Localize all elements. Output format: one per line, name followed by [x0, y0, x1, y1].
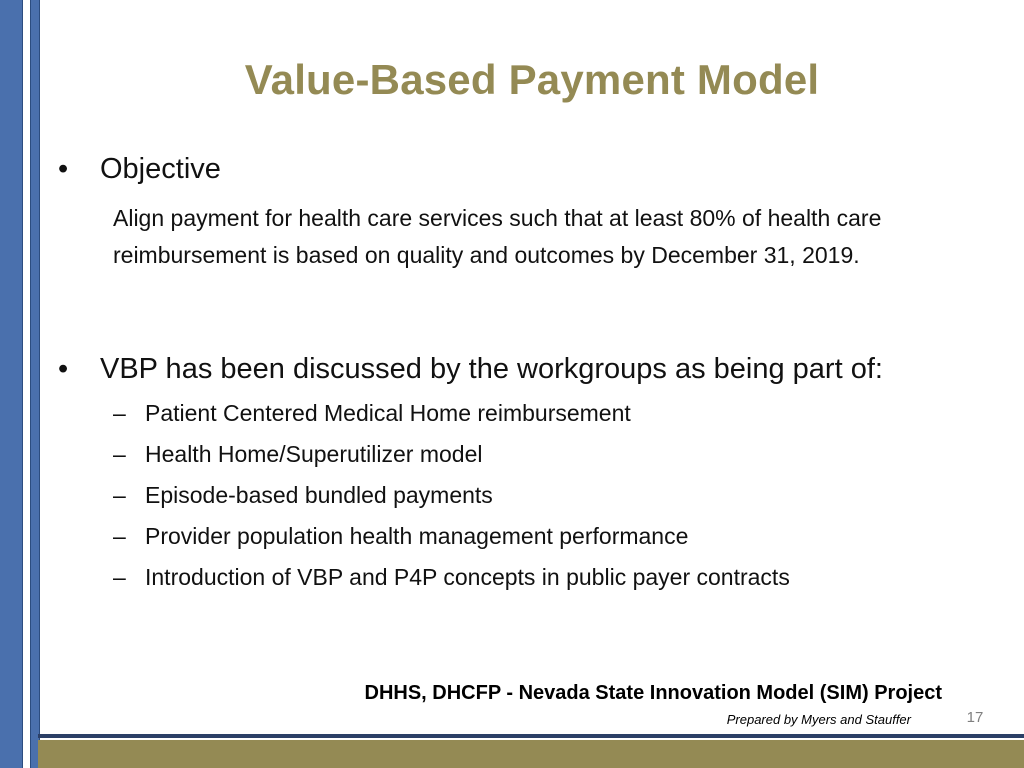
sub-bullet-item [113, 523, 688, 550]
sub-bullet-item [113, 482, 493, 509]
sub-bullet-item [113, 564, 790, 591]
sub-bullet-text: Episode-based bundled payments [145, 482, 493, 508]
page-number: 17 [966, 709, 984, 726]
sub-bullet-item [113, 441, 483, 468]
bullet-vbp-discussed: VBP has been discussed by the workgroups as being part of: [100, 353, 883, 385]
footer-project-name: DHHS, DHCFP - Nevada State Innovation Model (SIM) Project [364, 682, 942, 704]
bullet-objective: Objective [100, 153, 221, 185]
left-accent-bar-inner [30, 0, 40, 768]
footer-prepared-by: Prepared by Myers and Stauffer [726, 712, 911, 727]
objective-paragraph: Align payment for health care services such that at least 80% of health care reimbursement is based on quality and outcomes by December 31, 2019. [113, 205, 882, 268]
bottom-accent-bar [38, 740, 1024, 768]
sub-bullet-dash: – [113, 400, 126, 426]
sub-bullet-text: Introduction of VBP and P4P concepts in public payer contracts [145, 564, 790, 590]
sub-bullet-dash: – [113, 564, 126, 590]
sub-bullet-text: Patient Centered Medical Home reimbursement [145, 400, 631, 426]
left-accent-bar-outer [0, 0, 23, 768]
slide-title: Value-Based Payment Model [244, 56, 820, 103]
bullet-marker: • [58, 153, 69, 185]
sub-bullet-dash: – [113, 523, 126, 549]
sub-bullet-text: Health Home/Superutilizer model [145, 441, 483, 467]
left-accent-gap [23, 0, 30, 768]
sub-bullet-dash: – [113, 482, 126, 508]
bottom-accent-line [38, 734, 1024, 738]
sub-bullet-item [113, 400, 631, 427]
sub-bullet-text: Provider population health management performance [145, 523, 689, 549]
bullet-marker: • [58, 353, 69, 385]
sub-bullet-dash: – [113, 441, 126, 467]
